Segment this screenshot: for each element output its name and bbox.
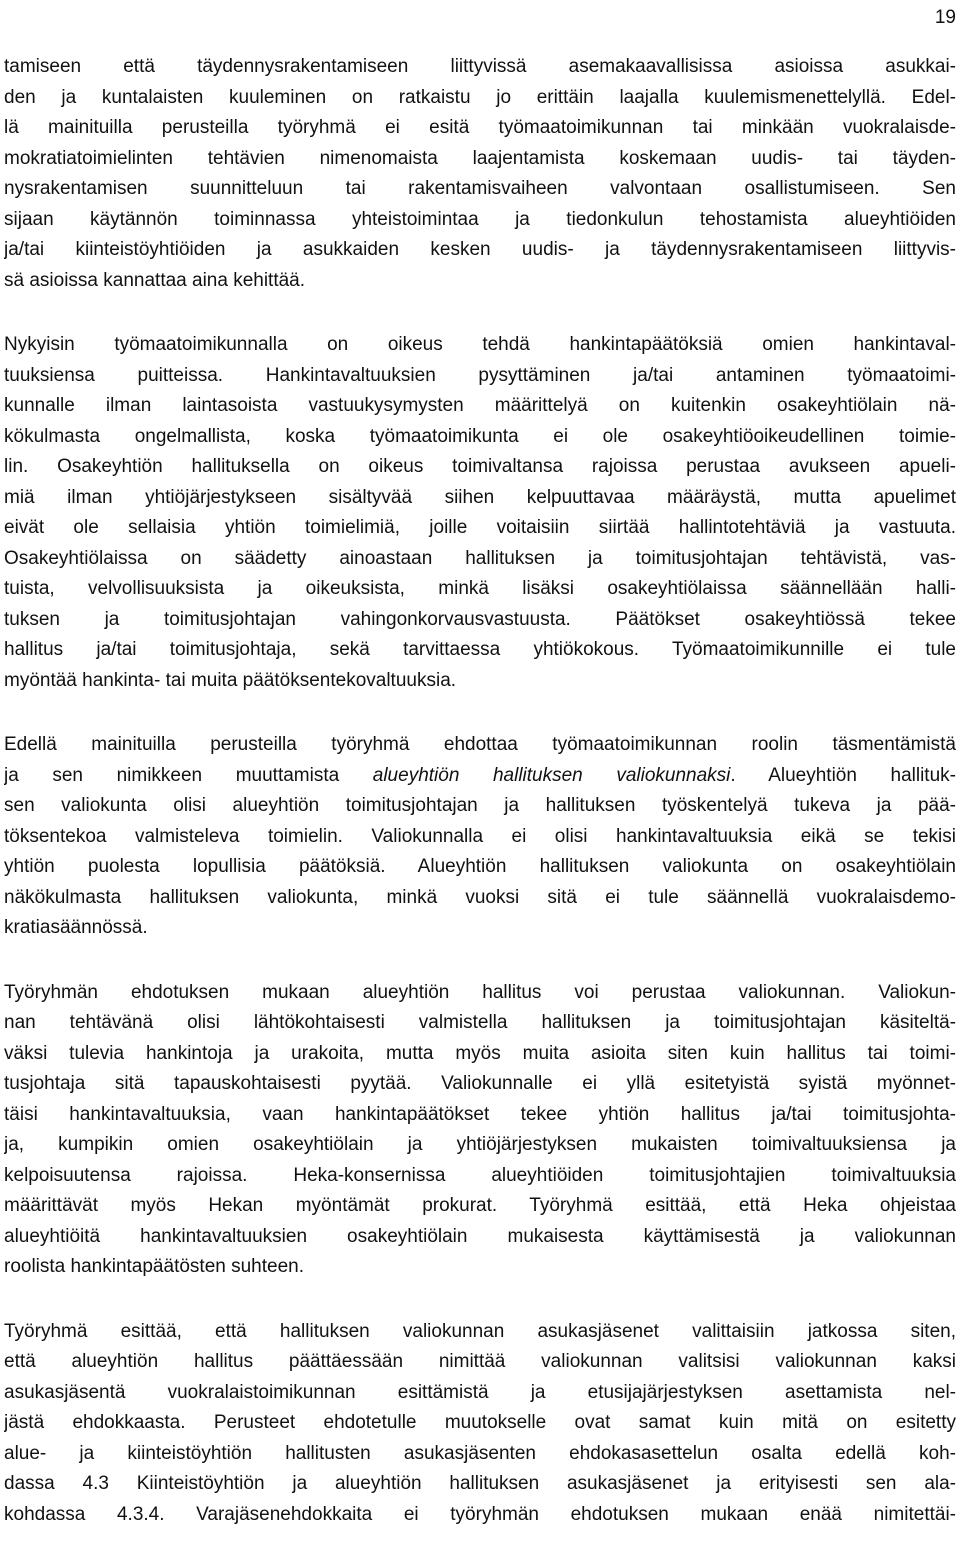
paragraph-1: [4, 52, 956, 296]
text-line: jästä ehdokkaasta. Perusteet ehdotetulle muutokselle ovat samat kuin mitä on esitetty: [4, 1412, 956, 1433]
paragraph-2: [4, 330, 956, 696]
text-line: yhtiön puolesta lopullisia päätöksiä. Alueyhtiön hallituksen valiokunta on osakeyhtiölain: [4, 856, 956, 877]
text-segment: ja sen nimikkeen muuttamista: [4, 764, 373, 786]
text-line: täisi hankintavaltuuksia, vaan hankintapäätökset tekee yhtiön hallitus ja/tai toimitusjohta-: [4, 1103, 956, 1125]
text-line: Työryhmä esittää, että hallituksen valiokunnan asukasjäsenet valittaisiin jatkossa siten,: [4, 1320, 956, 1342]
text-line: tuksen ja toimitusjohtajan vahingonkorvausvastuusta. Päätökset osakeyhtiössä tekee: [4, 608, 956, 630]
text-line: kratiasäännössä.: [4, 917, 148, 938]
text-line: lin. Osakeyhtiön hallituksella on oikeus toimivaltansa rajoissa perustaa avukseen apueli-: [4, 456, 956, 477]
text-line: tusjohtaja sitä tapauskohtaisesti pyytää. Valiokunnalle ei yllä esitetyistä syistä myönnet-: [4, 1073, 956, 1094]
text-line: nan tehtävänä olisi lähtökohtaisesti valmistella hallituksen ja toimitusjohtajan käsiteltä-: [4, 1012, 956, 1033]
paragraph-5: [4, 1317, 956, 1531]
text-line: että alueyhtiön hallitus päättäessään nimittää valiokunnan valitsisi valiokunnan kaksi: [4, 1351, 956, 1372]
paragraph-3: [4, 730, 956, 944]
text-line: nysrakentamisen suunnitteluun tai rakentamisvaiheen valvontaan osallistumiseen. Sen: [4, 178, 956, 199]
text-line: sä asioissa kannattaa aina kehittää.: [4, 269, 306, 291]
text-line: kökulmasta ongelmallista, koska työmaatoimikunta ei ole osakeyhtiöoikeudellinen toimie-: [4, 425, 956, 447]
text-line: kunnalle ilman laintasoista vastuukysymysten määrittelyä on kuitenkin osakeyhtiölain nä-: [4, 395, 956, 416]
text-line: tuista, velvollisuuksista ja oikeuksista, minkä lisäksi osakeyhtiölaissa säännellään halli-: [4, 578, 956, 599]
text-line: töksentekoa valmisteleva toimielin. Valiokunnalla ei olisi hankintavaltuuksia eikä se tekisi: [4, 825, 956, 847]
text-line: alueyhtiöitä hankintavaltuuksien osakeyhtiölain mukaisesta käyttämisestä ja valiokunnan: [4, 1225, 956, 1247]
text-line: näkökulmasta hallituksen valiokunta, minkä vuoksi sitä ei tule säännellä vuokralaisdemo-: [4, 886, 956, 908]
page-number: 19: [934, 7, 956, 28]
text-line: ja, kumpikin omien osakeyhtiölain ja yhtiöjärjestyksen mukaisten toimivaltuuksiensa ja: [4, 1134, 956, 1155]
paragraph-4: [4, 978, 956, 1283]
text-line: dassa 4.3 Kiinteistöyhtiön ja alueyhtiön hallituksen asukasjäsenet ja erityisesti sen ala-: [4, 1473, 956, 1494]
text-line: alue- ja kiinteistöyhtiön hallitusten asukasjäsenten ehdokasasettelun osalta edellä koh-: [4, 1442, 956, 1464]
text-segment: . Alueyhtiön hallituk-: [730, 764, 956, 786]
text-line: asukasjäsentä vuokralaistoimikunnan esittämistä ja etusijajärjestyksen asettamista nel-: [4, 1381, 956, 1403]
text-line: mokratiatoimielinten tehtävien nimenomaista laajentamista koskemaan uudis- tai täyden-: [4, 147, 956, 169]
text-line: tamiseen että täydennysrakentamiseen liittyvissä asemakaavallisissa asioissa asukkai-: [4, 56, 956, 77]
text-line: kelpoisuutensa rajoissa. Heka-konsernissa alueyhtiöiden toimitusjohtajien toimivaltuuksia: [4, 1164, 956, 1186]
text-line: sen valiokunta olisi alueyhtiön toimitusjohtajan ja hallituksen työskentelyä tukeva ja pää-: [4, 795, 956, 816]
emphasized-term: alueyhtiön hallituksen valiokunnaksi: [372, 764, 731, 786]
text-line-with-emphasis: [4, 761, 956, 792]
text-line: ja/tai kiinteistöyhtiöiden ja asukkaiden kesken uudis- ja täydennysrakentamiseen liittyvis-: [4, 239, 956, 260]
text-line: den ja kuntalaisten kuuleminen on ratkaistu jo erittäin laajalla kuulemismenettelyllä. Edel-: [4, 86, 956, 108]
text-line: Edellä mainituilla perusteilla työryhmä ehdottaa työmaatoimikunnan roolin täsmentämistä: [4, 734, 956, 755]
text-line: Työryhmän ehdotuksen mukaan alueyhtiön hallitus voi perustaa valiokunnan. Valiokun-: [4, 981, 956, 1003]
text-line: sijaan käytännön toiminnassa yhteistoimintaa ja tiedonkulun tehostamista alueyhtiöiden: [4, 208, 956, 230]
text-line: Nykyisin työmaatoimikunnalla on oikeus tehdä hankintapäätöksiä omien hankintaval-: [4, 334, 956, 355]
text-line: lä mainituilla perusteilla työryhmä ei esitä työmaatoimikunnan tai minkään vuokralaisde-: [4, 117, 956, 138]
text-line: määrittävät myös Hekan myöntämät prokurat. Työryhmä esittää, että Heka ohjeistaa: [4, 1195, 956, 1216]
text-line: väksi tulevia hankintoja ja urakoita, mutta myös muita asioita siten kuin hallitus tai toimi-: [4, 1042, 956, 1064]
text-line: myöntää hankinta- tai muita päätöksentekovaltuuksia.: [4, 669, 457, 691]
text-line: hallitus ja/tai toimitusjohtaja, sekä tarvittaessa yhtiökokous. Työmaatoimikunnille ei tule: [4, 639, 956, 660]
text-line: miä ilman yhtiöjärjestykseen sisältyvää siihen kelpuuttavaa määräystä, mutta apuelimet: [4, 486, 956, 508]
text-line: Osakeyhtiölaissa on säädetty ainoastaan hallituksen ja toimitusjohtajan tehtävistä, vas-: [4, 547, 956, 569]
document-body: [4, 52, 956, 1530]
text-line: kohdassa 4.3.4. Varajäsenehdokkaita ei työryhmän ehdotuksen mukaan enää nimitettäi-: [4, 1503, 956, 1525]
text-line: tuuksiensa puitteissa. Hankintavaltuuksien pysyttäminen ja/tai antaminen työmaatoimi-: [4, 364, 956, 386]
text-line: roolista hankintapäätösten suhteen.: [4, 1256, 304, 1277]
text-line: eivät ole sellaisia yhtiön toimielimiä, joille voitaisiin siirtää hallintotehtäviä ja vastuuta.: [4, 517, 956, 538]
